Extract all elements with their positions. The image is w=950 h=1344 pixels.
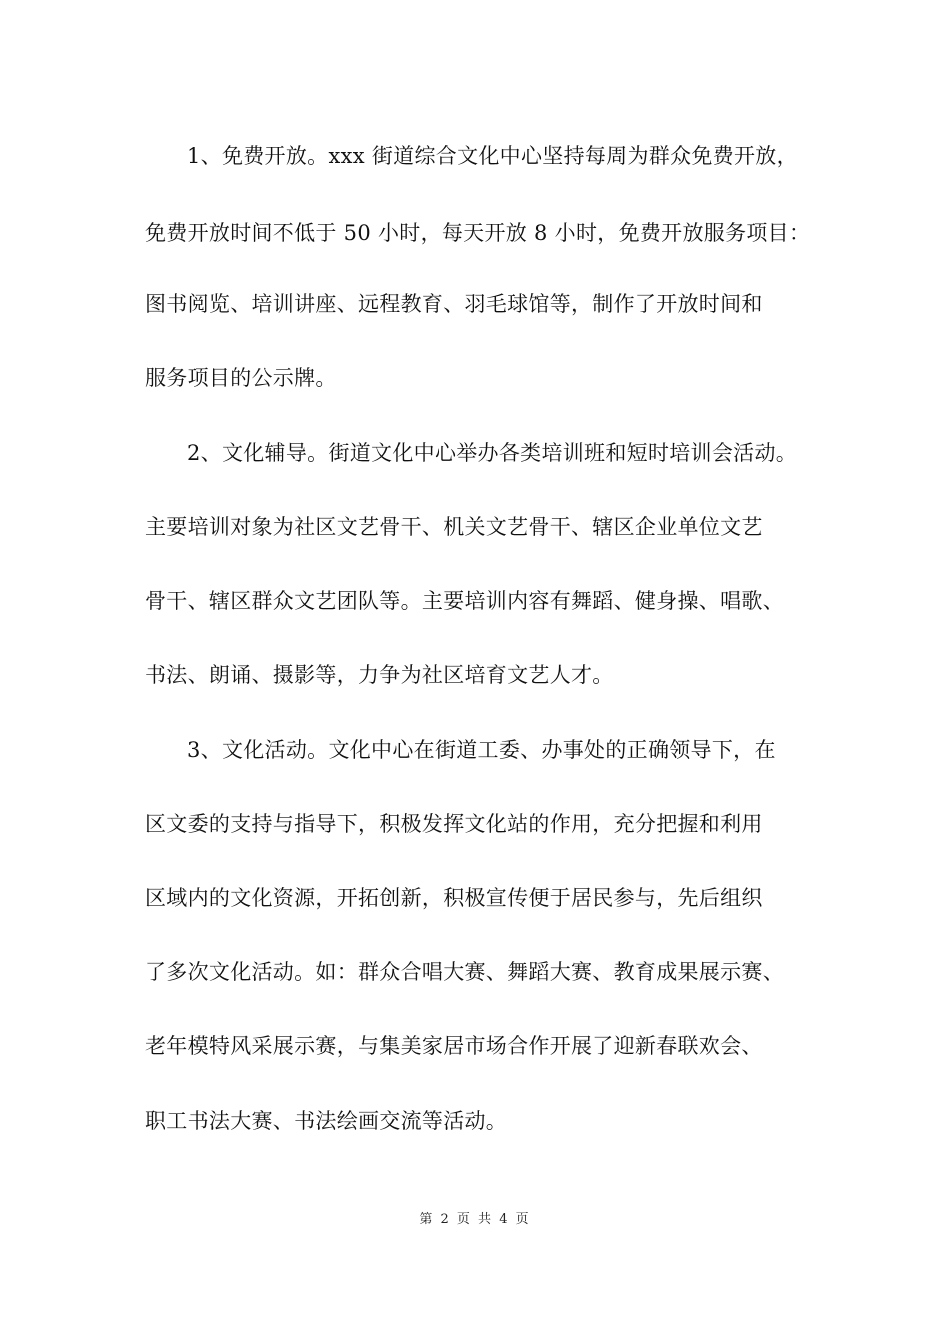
paragraph-3-line-2: 区文委的支持与指导下，积极发挥文化站的作用，充分把握和利用 xyxy=(145,812,763,836)
paragraph-1-line-2: 免费开放时间不低于 50 小时，每天开放 8 小时，免费开放服务项目： xyxy=(145,221,811,245)
paragraph-1-line-3: 图书阅览、培训讲座、远程教育、羽毛球馆等，制作了开放时间和 xyxy=(145,292,763,316)
paragraph-1-line-1: 1、免费开放。xxx 街道综合文化中心坚持每周为群众免费开放， xyxy=(187,144,798,168)
paragraph-2-line-3: 骨干、辖区群众文艺团队等。主要培训内容有舞蹈、健身操、唱歌、 xyxy=(145,589,784,613)
paragraph-3-line-4: 了多次文化活动。如：群众合唱大赛、舞蹈大赛、教育成果展示赛、 xyxy=(145,960,784,984)
page-footer xyxy=(0,1208,950,1227)
paragraph-3-line-3: 区域内的文化资源，开拓创新，积极宣传便于居民参与，先后组织 xyxy=(145,886,763,910)
paragraph-3-line-5: 老年模特风采展示赛，与集美家居市场合作开展了迎新春联欢会、 xyxy=(145,1034,763,1058)
paragraph-3-line-6: 职工书法大赛、书法绘画交流等活动。 xyxy=(145,1109,508,1133)
paragraph-1-line-4: 服务项目的公示牌。 xyxy=(145,366,337,390)
paragraph-3-line-1: 3、文化活动。文化中心在街道工委、办事处的正确领导下，在 xyxy=(187,738,776,762)
page-number-label: 第 2 页 共 4 页 xyxy=(419,1212,531,1227)
paragraph-2-line-4: 书法、朗诵、摄影等，力争为社区培育文艺人才。 xyxy=(145,663,614,687)
paragraph-2-line-2: 主要培训对象为社区文艺骨干、机关文艺骨干、辖区企业单位文艺 xyxy=(145,515,763,539)
paragraph-2-line-1: 2、文化辅导。街道文化中心举办各类培训班和短时培训会活动。 xyxy=(187,441,798,465)
